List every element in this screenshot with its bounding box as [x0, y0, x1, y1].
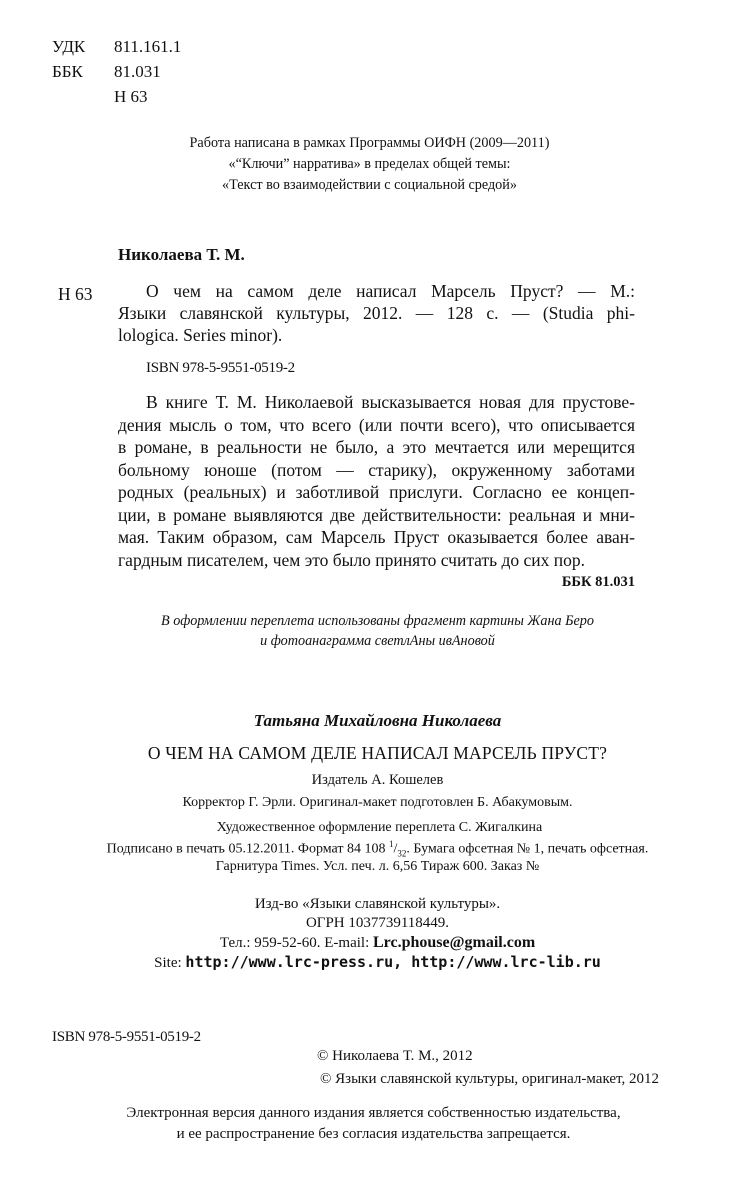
annotation-bbk: ББК 81.031: [561, 574, 635, 590]
udk-value: 811.161.1: [114, 37, 182, 56]
program-note: [0, 133, 739, 196]
publisher-site-line: [0, 953, 739, 973]
publisher-sites[interactable]: http://www.lrc-press.ru, http://www.lrc-lib.ru: [185, 953, 601, 971]
cover-credit-line: В оформлении переплета использованы фрагмент картины Жана Беро: [161, 613, 594, 629]
cover-credit: [0, 611, 739, 651]
annotation-line: больному юноше (потом — старику), окруженному заботами: [118, 459, 635, 480]
copyright-publisher: © Языки славянской культуры, оригинал-макет, 2012: [320, 1071, 659, 1087]
annotation-line: родных (реальных) и заботливой прислуги. Согласно ее концеп-: [118, 482, 635, 502]
footer-line: и ее распространение без согласия издательства запрещается.: [176, 1126, 571, 1142]
imprint-title: О ЧЕМ НА САМОМ ДЕЛЕ НАПИСАЛ МАРСЕЛЬ ПРУСТ?: [147, 743, 608, 763]
imprint-print-signed: Подписано в печать 05.12.2011. Формат 84 108 $^1/_{32}$. Бумага офсетная № 1, печать офсетная.: [106, 839, 649, 859]
annotation: [118, 391, 635, 571]
bib-code: Н 63: [58, 284, 93, 304]
udk-line: [52, 37, 181, 57]
annotation-line: гардным писателем, чем это было принято считать до сих пор.: [118, 549, 586, 570]
publisher-contact: [0, 933, 739, 953]
annotation-line: дения мысль о том, что всего (или почти всего), что описывается: [118, 414, 635, 435]
cover-credit-line: и фотоанаграмма светлАны ивАновой: [260, 633, 495, 649]
imprint-design: Художественное оформление переплета С. Жигалкина: [216, 820, 543, 835]
publisher-site-label: Site:: [154, 955, 186, 971]
publisher-tel: Тел.: 959-52-60. E-mail:: [219, 935, 373, 951]
bbk-line: [52, 62, 161, 82]
copyright-author: © Николаева Т. М., 2012: [317, 1048, 473, 1064]
annotation-line: в романе, в реальности не было, а это мечтается или мерещится: [118, 437, 635, 457]
bib-author: Николаева Т. М.: [118, 245, 245, 264]
bib-entry-line: О чем на самом деле написал Марсель Пруст? — М.:: [146, 281, 635, 301]
publisher-block: [0, 895, 739, 973]
imprint-corrector: Корректор Г. Эрли. Оригинал-макет подготовлен Б. Абакумовым.: [182, 795, 573, 810]
publisher-name: Изд-во «Языки славянской культуры».: [254, 896, 501, 912]
bottom-isbn: ISBN 978-5-9551-0519-2: [52, 1029, 201, 1045]
bbk-label: ББК: [52, 62, 83, 81]
bib-isbn: ISBN 978-5-9551-0519-2: [146, 360, 295, 376]
footer-notice: [0, 1103, 739, 1145]
imprint-typeface: Гарнитура Times. Усл. печ. л. 6,56 Тираж 600. Заказ №: [215, 859, 540, 874]
annotation-line: В книге Т. М. Николаевой высказывается новая для прустове-: [146, 392, 635, 412]
publisher-email[interactable]: Lrc.phouse@gmail.com: [373, 934, 536, 951]
format-fraction-den: 32: [397, 848, 407, 859]
bib-entry-line: Языки славянской культуры, 2012. — 128 с. — (Studia phi-: [118, 303, 635, 323]
imprint-author: Татьяна Михайловна Николаева: [253, 711, 502, 730]
bbk-value: 81.031: [114, 62, 161, 81]
program-note-line: «“Ключи” нарратива» в пределах общей темы:: [228, 156, 511, 172]
program-note-line: «Текст во взаимодействии с социальной средой»: [222, 177, 517, 193]
bib-entry: [118, 280, 635, 346]
author-mark: Н 63: [114, 87, 148, 106]
annotation-line: ции, в романе выявляются две действительности: реальная и мни-: [118, 504, 635, 525]
publisher-ogrn: ОГРН 1037739118449.: [305, 915, 450, 931]
udk-label: УДК: [52, 37, 86, 56]
print-signed-part: Подписано в печать 05.12.2011. Формат 84 108: [106, 841, 386, 857]
annotation-line: мая. Таким образом, сам Марсель Пруст оказывается более аван-: [118, 527, 635, 547]
footer-line: Электронная версия данного издания является собственностью издательства,: [126, 1105, 621, 1121]
print-signed-part: . Бумага офсетная № 1, печать офсетная.: [406, 841, 649, 857]
imprint-publisher-person: Издатель А. Кошелев: [311, 772, 444, 788]
bib-entry-line: lologica. Series minor).: [118, 325, 283, 345]
program-note-line: Работа написана в рамках Программы ОИФН (2009—2011): [189, 135, 550, 151]
format-fraction-num: 1: [389, 839, 394, 849]
